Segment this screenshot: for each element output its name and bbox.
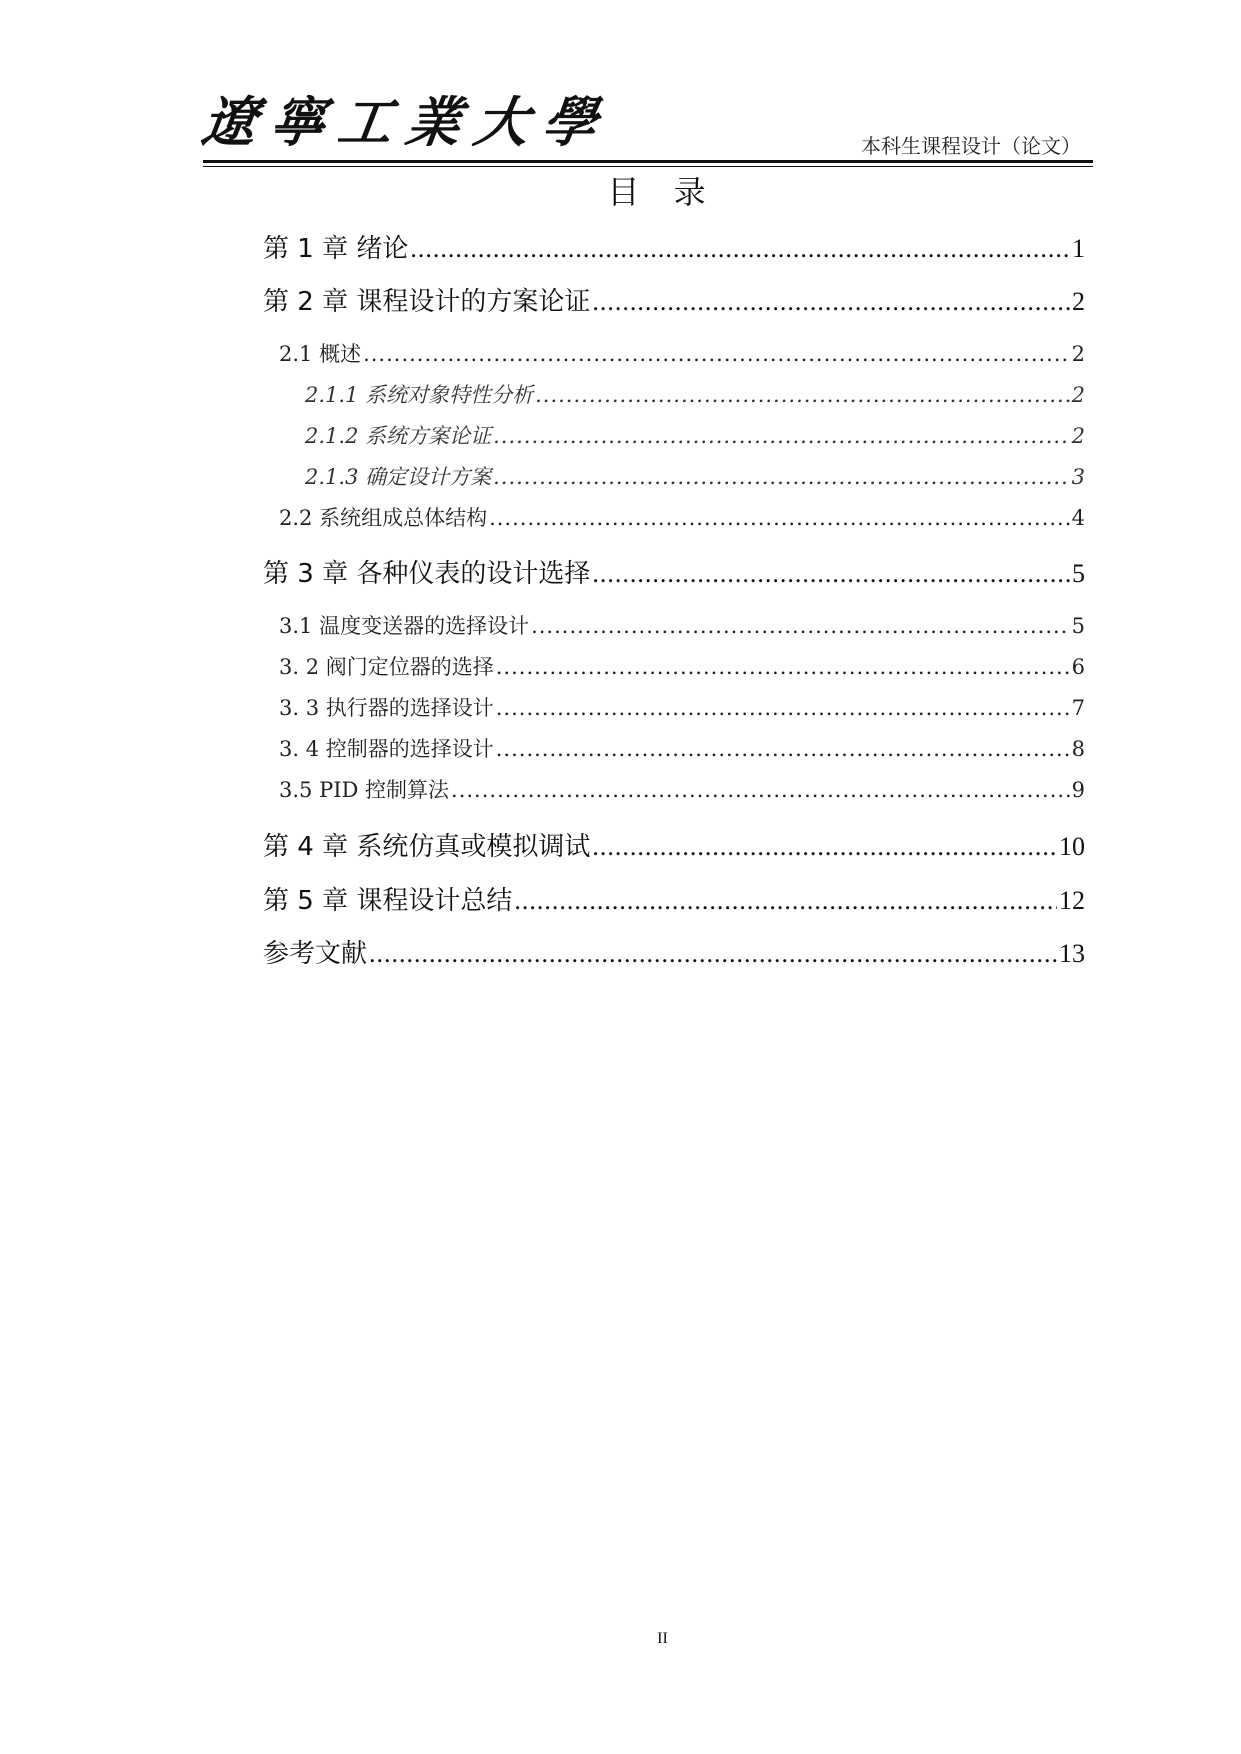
toc-page-number: 10 <box>1059 832 1085 861</box>
toc-leader-dots <box>535 383 1070 407</box>
toc-leader-dots <box>493 424 1070 448</box>
toc-entry-label: 第 2 章 课程设计的方案论证 <box>263 287 591 317</box>
page-number: II <box>657 1630 668 1647</box>
toc-entry-chapter-1[interactable] <box>263 228 1085 265</box>
toc-page-number: 2 <box>1071 342 1085 366</box>
toc-leader-dots <box>592 287 1070 317</box>
toc-entry-chapter-5[interactable] <box>263 880 1085 917</box>
toc-page-number: 4 <box>1071 506 1085 530</box>
toc-entry-section-3-3[interactable] <box>279 692 1085 722</box>
toc-page-number: 13 <box>1059 939 1085 968</box>
toc-entry-label: 3.1 温度变送器的选择设计 <box>279 614 530 638</box>
toc-entry-label: 第 3 章 各种仪表的设计选择 <box>263 559 591 589</box>
toc-page-number: 2 <box>1072 287 1085 316</box>
toc-entry-chapter-4[interactable] <box>263 826 1085 863</box>
toc-entry-label: 3.5 PID 控制算法 <box>279 778 450 802</box>
toc-entry-label: 3. 2 阀门定位器的选择 <box>279 655 494 679</box>
toc-leader-dots <box>496 655 1070 679</box>
toc-page-number: 1 <box>1072 234 1085 263</box>
toc-entry-label: 3. 4 控制器的选择设计 <box>279 737 494 761</box>
toc-entry-subsection-2-1-2[interactable] <box>305 420 1085 450</box>
toc-page-number: 6 <box>1071 655 1085 679</box>
toc-leader-dots <box>410 234 1070 264</box>
toc-entry-label: 2.1.2 系统方案论证 <box>305 424 492 448</box>
toc-leader-dots <box>592 559 1070 589</box>
toc-entry-section-2-2[interactable] <box>279 502 1085 532</box>
toc-entry-label: 第 5 章 课程设计总结 <box>263 886 513 916</box>
toc-entry-section-3-2[interactable] <box>279 651 1085 681</box>
header-rule-thick <box>203 160 1093 163</box>
toc-entry-label: 2.2 系统组成总体结构 <box>279 506 488 530</box>
toc-page-number: 2 <box>1071 383 1085 407</box>
toc-leader-dots <box>363 342 1070 366</box>
toc-page-number: 12 <box>1059 886 1085 915</box>
toc-entry-subsection-2-1-3[interactable] <box>305 461 1085 491</box>
toc-entry-references[interactable] <box>263 933 1085 970</box>
toc-leader-dots <box>369 939 1057 969</box>
toc-page-number: 9 <box>1071 778 1085 802</box>
toc-page-number: 5 <box>1072 559 1085 588</box>
toc-entry-chapter-3[interactable] <box>263 553 1085 590</box>
toc-entry-label: 第 4 章 系统仿真或模拟调试 <box>263 832 591 862</box>
toc-leader-dots <box>451 778 1070 802</box>
toc-page-number: 8 <box>1071 737 1085 761</box>
header-subtitle: 本科生课程设计（论文） <box>861 134 1081 158</box>
toc-entry-label: 2.1 概述 <box>279 342 362 366</box>
toc-entry-label: 2.1.3 确定设计方案 <box>305 465 492 489</box>
toc-entry-label: 参考文献 <box>263 939 368 969</box>
toc-entry-label: 3. 3 执行器的选择设计 <box>279 696 494 720</box>
toc-entry-section-3-4[interactable] <box>279 733 1085 763</box>
toc-title: 目 录 <box>607 173 718 211</box>
toc-leader-dots <box>514 886 1057 916</box>
toc-leader-dots <box>531 614 1070 638</box>
toc-leader-dots <box>592 832 1057 862</box>
toc-entry-section-2-1[interactable] <box>279 338 1085 368</box>
toc-page-number: 7 <box>1071 696 1085 720</box>
toc-page-number: 3 <box>1071 465 1085 489</box>
toc-leader-dots <box>496 696 1070 720</box>
toc-entry-chapter-2[interactable] <box>263 281 1085 318</box>
toc-leader-dots <box>489 506 1070 530</box>
university-logo: 遼寧工業大學 <box>198 90 616 154</box>
toc-entry-subsection-2-1-1[interactable] <box>305 379 1085 409</box>
toc-entry-label: 第 1 章 绪论 <box>263 234 409 264</box>
toc-leader-dots <box>496 737 1070 761</box>
toc-entry-section-3-5[interactable] <box>279 774 1085 804</box>
toc-page-number: 5 <box>1071 614 1085 638</box>
toc-page-number: 2 <box>1071 424 1085 448</box>
toc-entry-section-3-1[interactable] <box>279 610 1085 640</box>
toc-leader-dots <box>493 465 1070 489</box>
toc-entry-label: 2.1.1 系统对象特性分析 <box>305 383 534 407</box>
